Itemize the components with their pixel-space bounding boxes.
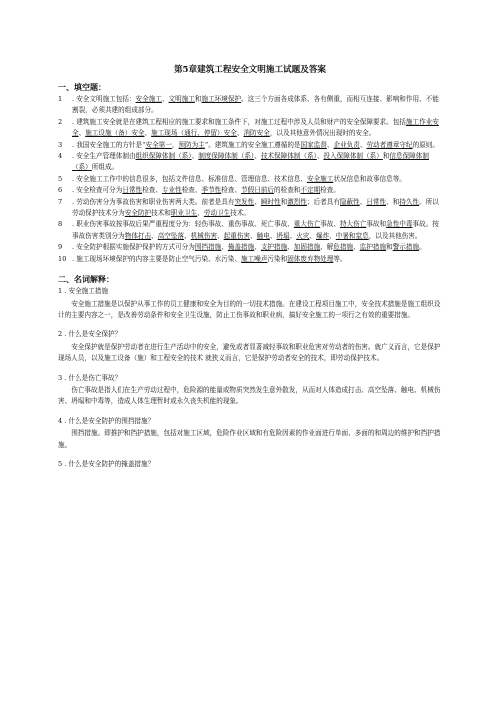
section-fill-blank-heading: 一、填空题： bbox=[58, 82, 106, 92]
item-text: 、 bbox=[144, 129, 152, 138]
item-text: 事故、 bbox=[320, 220, 340, 229]
section-definition-heading: 二、名词解释： bbox=[58, 274, 114, 285]
item-text: 和 bbox=[194, 95, 202, 103]
item-number: 9 bbox=[58, 243, 63, 252]
answer-blank: 支护措施 bbox=[260, 243, 288, 252]
answer-blank: 技术保障体制（系） bbox=[260, 152, 317, 161]
item-text: ，以及其他伤害。 bbox=[368, 231, 422, 240]
definition-question: 4 . 什么是安全防护的围挡措施？ bbox=[58, 416, 155, 425]
item-text: . 劳动伤害分为事故伤害和职业伤害两大类。前者是具有 bbox=[72, 197, 235, 206]
answer-blank: 季节性 bbox=[201, 186, 222, 195]
answer-blank: 劳动卫生 bbox=[203, 209, 231, 218]
answer-blank: 加固措施 bbox=[293, 243, 321, 252]
item-text: . 安全生产管理体制由 bbox=[72, 152, 136, 161]
fill-blank-item bbox=[58, 140, 442, 151]
definition-answer: 围挡措施。即推护和挡护措施，包括对施工区域，危险作业区域和有危险因素的作业面进行单面、多面的和周边的维护和挡护措施。 bbox=[58, 429, 441, 449]
definition-answer: 伤亡事故是指人们在生产劳动过程中，危险源的能量或物质突然发生意外散发，从而对人体造成打击、高空坠落、触电、机械伤害、坍塌和中毒等，造成人体生理暂时或永久丧失机能的现象。 bbox=[58, 385, 441, 406]
item-text: 、 bbox=[326, 140, 334, 149]
answer-blank: 国家监督 bbox=[300, 140, 327, 149]
answer-blank: 预防为主 bbox=[178, 140, 205, 149]
answer-blank: 施工作业安全 bbox=[72, 117, 439, 138]
item-text: 、 bbox=[151, 231, 158, 240]
item-text: 检查、 bbox=[221, 186, 242, 195]
answer-blank: 危措施 bbox=[333, 243, 354, 252]
item-text: 技术。 bbox=[230, 209, 251, 218]
item-text: 、 bbox=[161, 95, 169, 103]
item-text: 、 bbox=[221, 243, 228, 252]
answer-blank: 日常性 bbox=[122, 186, 143, 195]
answer-blank: 不定期 bbox=[300, 186, 321, 195]
answer-blank: 文明施工 bbox=[168, 95, 195, 103]
item-text: 、 bbox=[329, 231, 336, 240]
answer-blank: 突发性 bbox=[234, 197, 255, 206]
answer-blank: 施工环境保护 bbox=[201, 95, 242, 103]
answer-blank: 节假日前后 bbox=[241, 186, 275, 195]
item-text: 、 bbox=[289, 231, 297, 240]
item-number: 2 bbox=[58, 117, 63, 126]
answer-blank: 安全第一 bbox=[145, 140, 172, 149]
fill-blank-item bbox=[58, 185, 442, 196]
definition-question: 5 . 什么是安全防护的掩盖措施？ bbox=[58, 459, 155, 468]
page-title: 第5章建筑工程安全文明施工试题及答案 bbox=[173, 65, 327, 75]
answer-blank: 企业负责 bbox=[333, 140, 360, 149]
item-text: 、 bbox=[269, 231, 277, 240]
answer-blank: 物体打击 bbox=[124, 231, 152, 240]
fill-blank-item bbox=[58, 174, 442, 185]
item-text: 和 bbox=[280, 197, 288, 206]
fill-blank-item bbox=[58, 117, 442, 140]
answer-blank: 爆炸 bbox=[315, 231, 330, 240]
answer-blank: 起重伤害 bbox=[223, 231, 251, 240]
answer-blank: 掩盖措施 bbox=[227, 243, 255, 252]
answer-blank: 施工噪声 bbox=[241, 254, 268, 263]
answer-blank: 安全施工 bbox=[306, 174, 334, 183]
definition-item bbox=[58, 286, 442, 321]
fill-blank-item bbox=[58, 197, 442, 220]
item-text: ”。建筑施工的安全施工遵循的是 bbox=[204, 140, 301, 149]
definition-question: 2 . 什么是安全保护？ bbox=[58, 330, 122, 339]
item-text: 事故和 bbox=[366, 220, 387, 229]
answer-blank: 警示措施 bbox=[392, 243, 420, 252]
item-text: 、 bbox=[184, 231, 191, 240]
answer-blank: 劳动者遵章守纪 bbox=[366, 140, 413, 149]
item-text: 事故。按事故伤害类别分为 bbox=[72, 220, 439, 240]
answer-blank: 安全防护 bbox=[124, 209, 152, 218]
answer-blank: 围挡措施 bbox=[194, 243, 222, 252]
item-number: 10 bbox=[58, 254, 67, 263]
item-text: 的原则。 bbox=[412, 140, 439, 149]
answer-blank: 隐蔽性 bbox=[339, 197, 360, 206]
item-text: 的检查和 bbox=[274, 186, 301, 195]
answer-blank: 特大伤亡 bbox=[339, 220, 367, 229]
answer-blank: 火灾 bbox=[296, 231, 310, 240]
fill-blank-list bbox=[58, 94, 442, 265]
answer-blank: 触电 bbox=[256, 231, 270, 240]
item-text: 和 bbox=[382, 152, 390, 161]
item-text: 检查。 bbox=[320, 186, 340, 195]
answer-blank: 组织保障体制（系） bbox=[135, 152, 192, 161]
item-text: 等。 bbox=[333, 254, 347, 263]
answer-blank: 职业卫生 bbox=[170, 209, 198, 218]
answer-blank: 投入保障体制（系） bbox=[323, 152, 383, 161]
item-text: 、和 bbox=[386, 197, 400, 206]
definition-item bbox=[58, 416, 442, 451]
item-text: 和 bbox=[386, 243, 393, 252]
item-text: . 安全检查可分为 bbox=[72, 186, 123, 195]
answer-blank: 监护措施 bbox=[359, 243, 387, 252]
item-text: ，以及其他意外情况出现时的安全。 bbox=[269, 129, 376, 138]
item-text: 、 bbox=[217, 231, 224, 240]
answer-blank: 激烈性 bbox=[287, 197, 307, 206]
item-number: 6 bbox=[58, 186, 63, 195]
item-text: 、 bbox=[191, 152, 199, 161]
item-text: 、 bbox=[236, 129, 244, 138]
item-text: 检查、 bbox=[181, 186, 202, 195]
definition-question: 3 . 什么是伤亡事故？ bbox=[58, 373, 122, 382]
item-text: 、 bbox=[359, 140, 367, 149]
item-text: . 安全施工工作中的信息很多，包括文件信息、标准信息、管理信息、技术信息、 bbox=[72, 174, 307, 183]
answer-blank: 中暑和窒息 bbox=[335, 231, 369, 240]
item-text: ， bbox=[171, 140, 179, 149]
item-text: . 安全防护根据实施保护保护的方式可分为 bbox=[72, 243, 195, 252]
definition-answer: 安全施工措施是以保护从事工作的员工健康和安全为目的的一切技术措施。在建设工程项目施工中，安全技术措施是施工组织设计的主要内容之一，是改善劳动条件和安全卫生设施，防止工伤事故和职业病，搞好安全施工的一项行之有效的重要措施。 bbox=[58, 299, 441, 319]
answer-blank: 坍塌 bbox=[276, 231, 290, 240]
item-number: 5 bbox=[58, 174, 63, 183]
answer-blank: 重大伤亡 bbox=[293, 220, 321, 229]
answer-blank: 施工设施（备）安全 bbox=[85, 129, 145, 138]
item-text: . 建筑施工安全就是在建筑工程相应的施工要求和施工条件下，对施工过程中涉及人员和财产的安全保障要求。包括 bbox=[72, 117, 406, 126]
item-text: 检查、 bbox=[142, 186, 162, 195]
answer-blank: 消防安全 bbox=[243, 129, 270, 138]
item-number: 7 bbox=[58, 197, 63, 206]
item-text: 。所以劳动保护技术分为 bbox=[72, 197, 439, 218]
item-text: . 安全文明施工包括： bbox=[72, 95, 136, 103]
answer-blank: 制度保障体制（系） bbox=[198, 152, 255, 161]
definition-list bbox=[58, 286, 442, 470]
item-text: . 我国安全施工的方针是“ bbox=[72, 140, 146, 149]
item-text: 。 bbox=[419, 243, 426, 252]
item-text: ；后者具有 bbox=[306, 197, 340, 206]
definition-answer: 安全保护就是保护劳动者在进行生产活动中的安全，避免或者显著减轻事故和职业危害对劳动者的伤害。就广义而言，它是保护现场人员，以及施工设备（施）和工程安全的技术 就狭义而言，它是保护劳动者安全的技术，即劳动保护技术。 bbox=[58, 342, 441, 363]
item-text: 所组成。 bbox=[91, 163, 119, 172]
item-text: 、 bbox=[353, 243, 360, 252]
answer-blank: 瞬时性 bbox=[260, 197, 281, 206]
item-text: 、 bbox=[254, 243, 261, 252]
answer-blank: 高空坠落 bbox=[157, 231, 185, 240]
item-number: 4 bbox=[58, 152, 63, 161]
answer-blank: 持久性 bbox=[399, 197, 420, 206]
item-text: . 施工现场环境保护的内容主要是防止空气污染、水污染、 bbox=[72, 254, 242, 263]
answer-blank: 固体废弃物处理 bbox=[287, 254, 334, 263]
item-text: 、 bbox=[78, 129, 86, 138]
item-number: 1 bbox=[58, 95, 63, 103]
item-text: 、 bbox=[197, 209, 204, 218]
answer-blank: 日常性 bbox=[366, 197, 387, 206]
item-number: 8 bbox=[58, 220, 63, 229]
item-text: 状况信息和故事信息等。 bbox=[333, 174, 406, 183]
item-text: 技术和 bbox=[151, 209, 171, 218]
item-text: 、 bbox=[287, 243, 294, 252]
answer-blank: 安全施工 bbox=[135, 95, 162, 103]
answer-blank: 施工现场（通行、停留）安全 bbox=[151, 129, 237, 138]
item-number: 3 bbox=[58, 140, 63, 149]
definition-item bbox=[58, 329, 442, 364]
answer-blank: 机械伤害 bbox=[190, 231, 218, 240]
answer-blank: 专业性 bbox=[161, 186, 182, 195]
fill-blank-item bbox=[58, 94, 442, 117]
item-text: 、 bbox=[254, 197, 261, 206]
item-text: 。这三个方面各成体系、各有侧重，而相互连接、影响和作用、不能割裂，必须共建的组成部分。 bbox=[72, 95, 439, 115]
definition-item bbox=[58, 459, 442, 470]
definition-item bbox=[58, 373, 442, 408]
item-text: . 职业伤害事故按事故后果严重程度分为：轻伤事故、重伤事故、死亡事故、 bbox=[72, 220, 294, 229]
item-text: 污染和 bbox=[267, 254, 288, 263]
fill-blank-item bbox=[58, 219, 442, 242]
fill-blank-item bbox=[58, 254, 442, 265]
item-text: 、 bbox=[250, 231, 257, 240]
item-text: 、 bbox=[316, 152, 324, 161]
item-text: 、 bbox=[359, 197, 367, 206]
fill-blank-item bbox=[58, 242, 442, 253]
item-text: 、 bbox=[254, 152, 261, 161]
answer-blank: 急性中毒 bbox=[386, 220, 413, 229]
item-text: 、 bbox=[309, 231, 316, 240]
fill-blank-item bbox=[58, 151, 442, 174]
answer-blank: 信息保障体制（系） bbox=[72, 152, 429, 172]
item-text: 、解 bbox=[320, 243, 334, 252]
definition-question: 1 . 安全施工措施 bbox=[58, 287, 109, 296]
